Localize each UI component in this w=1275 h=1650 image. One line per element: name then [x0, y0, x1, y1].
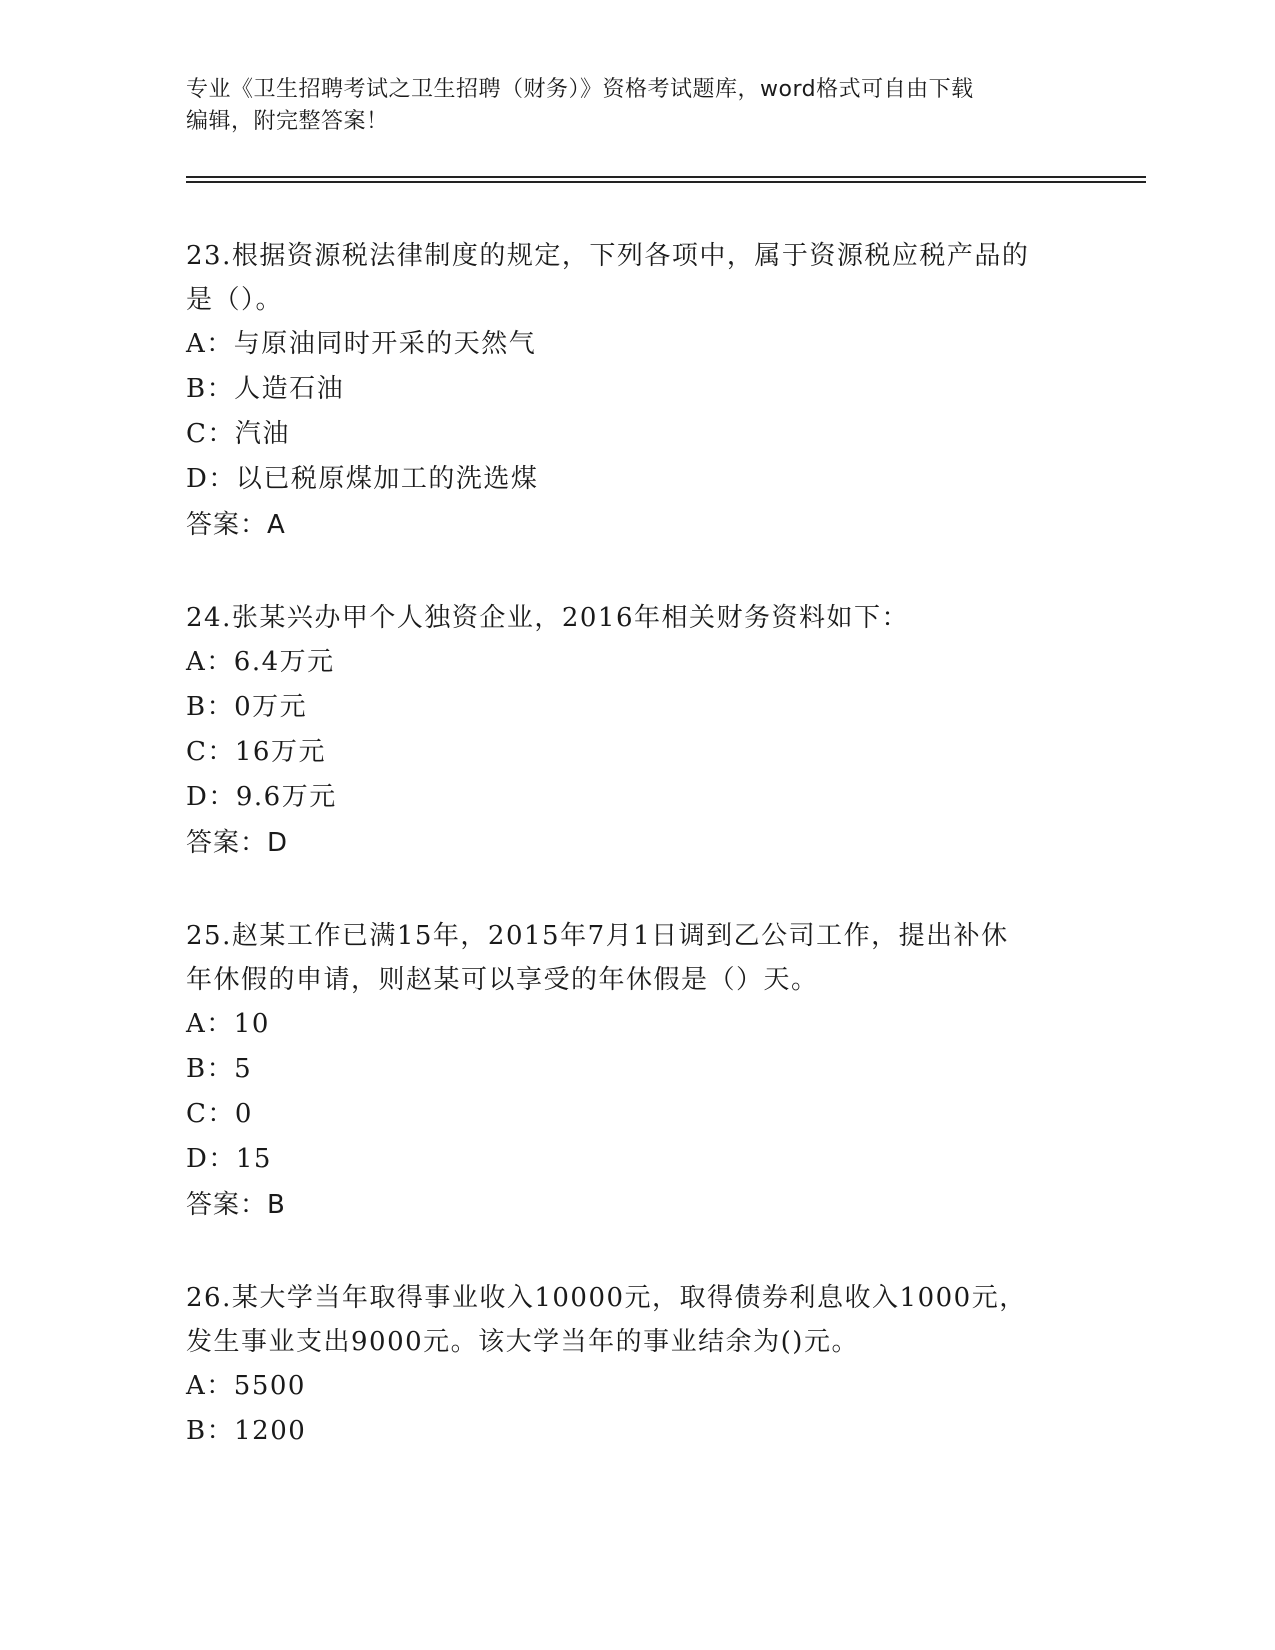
question-list — [186, 234, 1086, 1502]
answer-value: B — [267, 1190, 286, 1220]
question-26 — [186, 1276, 1086, 1454]
question-stem-continued: 年休假的申请，则赵某可以享受的年休假是（）天。 — [186, 965, 819, 995]
question-24 — [186, 596, 1086, 866]
answer-value: D — [267, 828, 289, 858]
answer-line — [186, 820, 1086, 866]
option-d: D：15 — [186, 1144, 272, 1174]
option-c: C：16万元 — [186, 737, 326, 767]
question-stem: 23.根据资源税法律制度的规定，下列各项中，属于资源税应税产品的 — [186, 241, 1030, 271]
option-d: D：9.6万元 — [186, 782, 337, 812]
option-b: B：0万元 — [186, 692, 308, 722]
question-stem-continued: 发生事业支出9000元。该大学当年的事业结余为()元。 — [186, 1327, 859, 1357]
question-23 — [186, 234, 1086, 548]
document-header — [186, 74, 1066, 138]
header-divider-top — [186, 176, 1146, 178]
question-stem: 25.赵某工作已满15年，2015年7月1日调到乙公司工作，提出补休 — [186, 921, 1009, 951]
question-25 — [186, 914, 1086, 1228]
option-b: B：5 — [186, 1054, 253, 1084]
header-divider-bottom — [186, 181, 1146, 183]
question-stem: 26.某大学当年取得事业收入10000元，取得债券利息收入1000元， — [186, 1283, 1027, 1313]
option-b: B：1200 — [186, 1416, 307, 1446]
option-c: C：0 — [186, 1099, 253, 1129]
option-a: A：10 — [186, 1009, 270, 1039]
answer-label: 答案： — [186, 1190, 268, 1220]
answer-label: 答案： — [186, 510, 268, 540]
header-line-2: 编辑，附完整答案！ — [186, 109, 389, 134]
answer-line — [186, 1182, 1086, 1228]
question-stem: 24.张某兴办甲个人独资企业，2016年相关财务资料如下： — [186, 603, 910, 633]
answer-label: 答案： — [186, 828, 268, 858]
header-line-1: 专业《卫生招聘考试之卫生招聘（财务）》资格考试题库，word格式可自由下载 — [186, 77, 974, 102]
option-c: C：汽油 — [186, 419, 290, 449]
option-a: A：5500 — [186, 1371, 306, 1401]
option-d: D：以已税原煤加工的洗选煤 — [186, 464, 539, 494]
option-a: A：6.4万元 — [186, 647, 335, 677]
option-b: B：人造石油 — [186, 374, 345, 404]
option-a: A：与原油同时开采的天然气 — [186, 329, 537, 359]
question-stem-continued: 是（）。 — [186, 285, 284, 315]
answer-value: A — [267, 510, 286, 540]
answer-line — [186, 502, 1086, 548]
